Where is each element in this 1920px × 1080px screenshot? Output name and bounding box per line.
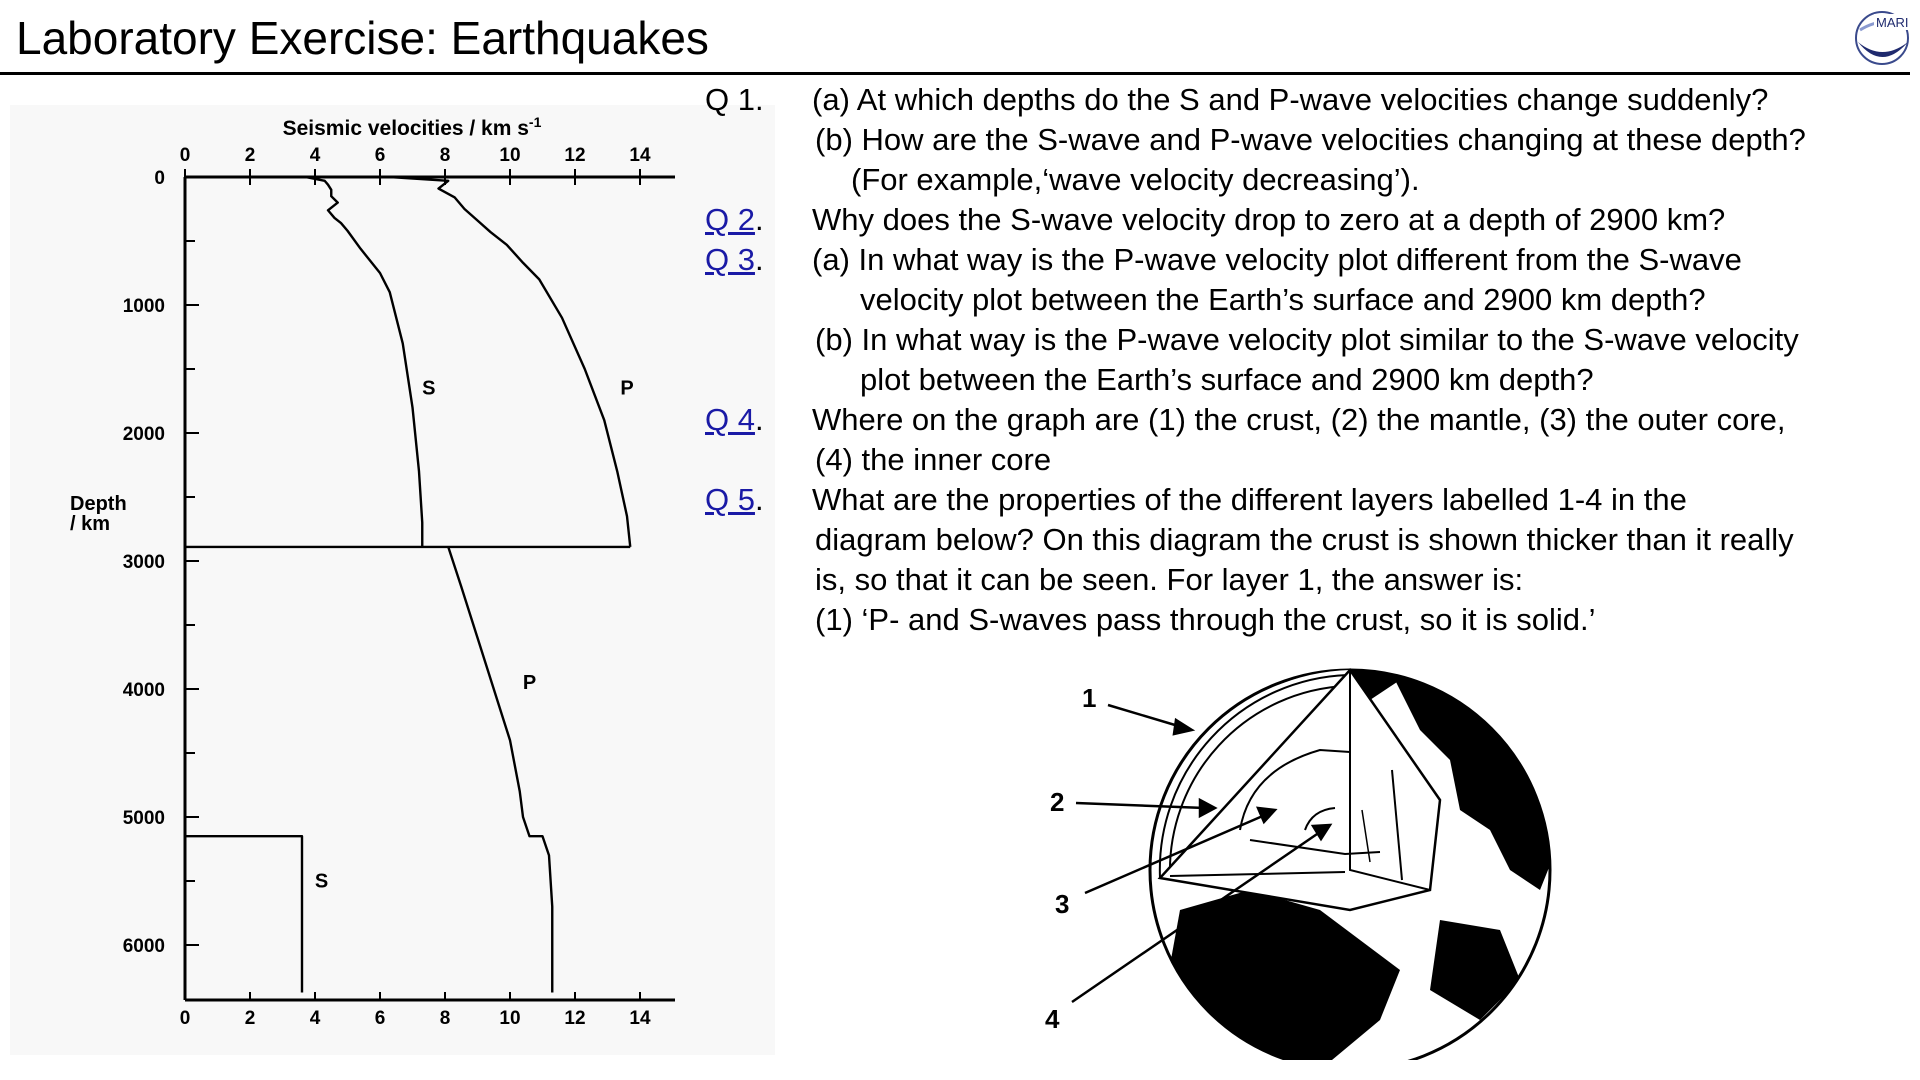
layer-label-2: 2 (1050, 787, 1065, 817)
seismic-velocity-chart (10, 105, 775, 1055)
logo-text: MARI (1876, 15, 1909, 30)
x-tick-label-top: 6 (374, 145, 386, 166)
page-title: Laboratory Exercise: Earthquakes (16, 12, 709, 64)
question-line (705, 520, 1905, 560)
x-tick-label-bottom: 4 (309, 1008, 321, 1029)
x-tick-label-bottom: 12 (564, 1008, 586, 1029)
earth-cutaway-svg (1020, 640, 1560, 1060)
mari-logo (1852, 6, 1914, 68)
question-text: (4) the inner core (815, 442, 1052, 477)
question-text: (a) In what way is the P-wave velocity plot different from the S-wave (812, 242, 1742, 277)
question-line (705, 360, 1905, 400)
question-text: plot between the Earth’s surface and 2900 km depth? (860, 362, 1594, 397)
question-line (705, 280, 1905, 320)
question-text: (a) At which depths do the S and P-wave velocities change suddenly? (812, 82, 1769, 117)
question-link-q5[interactable]: Q 5 (705, 482, 755, 517)
question-line (705, 440, 1905, 480)
question-line (705, 560, 1905, 600)
y-tick-label: 4000 (122, 680, 165, 701)
title-divider (0, 72, 1910, 75)
question-link-q3[interactable]: Q 3 (705, 242, 755, 277)
question-number-q1: Q 1. (705, 82, 764, 117)
question-text: Where on the graph are (1) the crust, (2) the mantle, (3) the outer core, (812, 402, 1786, 437)
question-number-q4[interactable]: Q 4. (705, 402, 764, 437)
earth-layers-diagram (1020, 640, 1560, 1060)
question-line (705, 240, 1905, 280)
layer-label-4: 4 (1045, 1004, 1060, 1034)
x-tick-label-top: 0 (179, 145, 191, 166)
question-number-q2[interactable]: Q 2. (705, 202, 764, 237)
series-P-line (448, 547, 552, 993)
series-P-line (390, 177, 634, 547)
question-link-q4[interactable]: Q 4 (705, 402, 755, 437)
question-list (705, 80, 1905, 640)
y-tick-label: 3000 (122, 552, 165, 573)
question-text: (For example,‘wave velocity decreasing’). (851, 162, 1420, 197)
layer-label-3: 3 (1055, 889, 1070, 919)
question-text: (b) How are the S-wave and P-wave velocities changing at these depth? (815, 122, 1806, 157)
x-tick-label-bottom: 10 (499, 1008, 521, 1029)
question-text: is, so that it can be seen. For layer 1, the answer is: (815, 562, 1524, 597)
x-tick-label-top: 8 (439, 145, 451, 166)
x-tick-label-bottom: 14 (629, 1008, 651, 1029)
question-text: (1) ‘P- and S-waves pass through the crust, so it is solid.’ (815, 602, 1596, 637)
chart-svg (10, 105, 775, 1055)
y-axis-title-line1: Depth (70, 493, 127, 515)
y-tick-label: 1000 (122, 296, 165, 317)
y-tick-label: 6000 (122, 936, 165, 957)
x-tick-label-top: 12 (564, 145, 586, 166)
question-line (705, 120, 1905, 160)
curve-label-P: P (522, 672, 537, 694)
series-S-line (185, 836, 302, 992)
x-tick-label-bottom: 2 (244, 1008, 256, 1029)
x-tick-label-bottom: 8 (439, 1008, 451, 1029)
question-text: velocity plot between the Earth’s surface and 2900 km depth? (860, 282, 1706, 317)
question-line (705, 320, 1905, 360)
question-number-q5[interactable]: Q 5. (705, 482, 764, 517)
question-text: diagram below? On this diagram the crust is shown thicker than it really (815, 522, 1794, 557)
series-S-line (305, 177, 422, 547)
curve-label-S: S (422, 377, 436, 400)
y-tick-label: 5000 (122, 808, 165, 829)
x-tick-label-bottom: 6 (374, 1008, 386, 1029)
x-tick-label-top: 14 (629, 145, 651, 166)
question-line (705, 160, 1905, 200)
question-line (705, 600, 1905, 640)
y-tick-label: 0 (154, 168, 165, 189)
y-tick-label: 2000 (122, 424, 165, 445)
question-text: (b) In what way is the P-wave velocity plot similar to the S-wave velocity (815, 322, 1799, 357)
question-link-q2[interactable]: Q 2 (705, 202, 755, 237)
question-line (705, 80, 1905, 120)
question-line (705, 400, 1905, 440)
x-tick-label-top: 4 (309, 145, 321, 166)
curve-label-S: S (314, 870, 329, 893)
question-text: What are the properties of the different layers labelled 1-4 in the (812, 482, 1687, 517)
curve-label-P: P (620, 377, 634, 400)
layer-label-1: 1 (1082, 683, 1097, 713)
x-tick-label-top: 10 (499, 145, 521, 166)
question-line (705, 480, 1905, 520)
question-number-q3[interactable]: Q 3. (705, 242, 764, 277)
question-text: Why does the S-wave velocity drop to zero at a depth of 2900 km? (812, 202, 1726, 237)
x-axis-title: Seismic velocities / km $s^{-1}$ (282, 114, 542, 140)
y-axis-title-line2: / km (70, 513, 111, 535)
x-tick-label-bottom: 0 (179, 1008, 191, 1029)
question-line (705, 200, 1905, 240)
x-tick-label-top: 2 (244, 145, 256, 166)
